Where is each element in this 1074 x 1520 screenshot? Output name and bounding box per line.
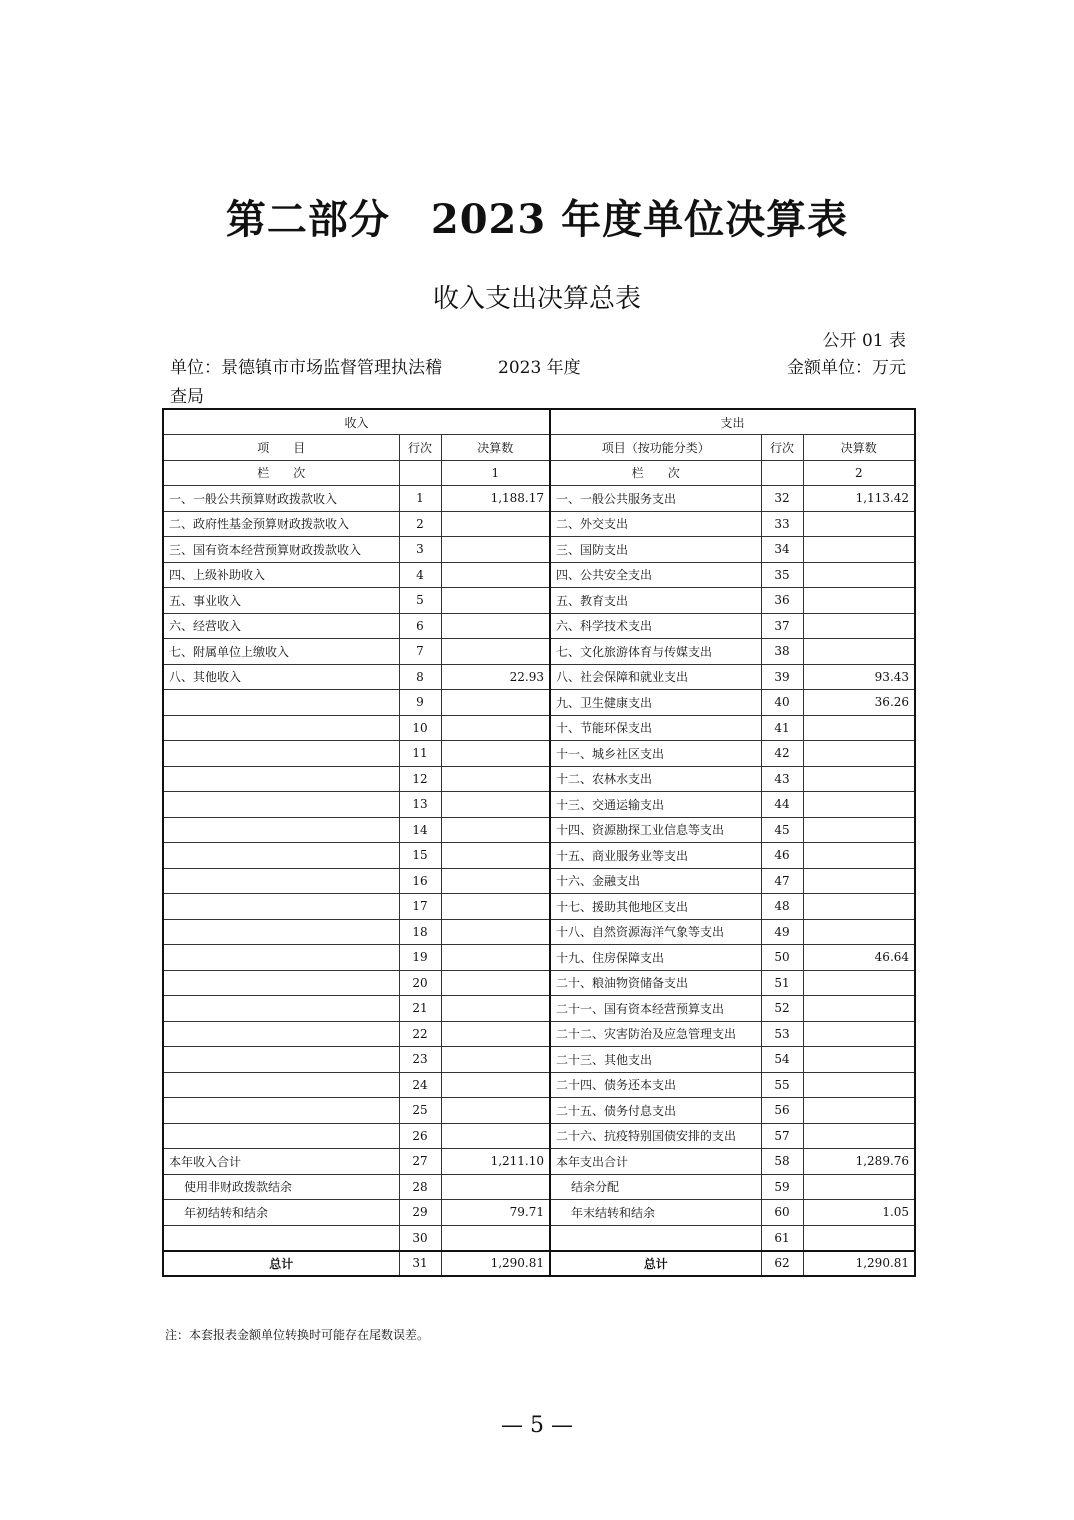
money-unit: 金额单位：万元 (787, 358, 906, 378)
income-amount (441, 741, 550, 767)
expense-total-line: 62 (761, 1251, 803, 1277)
table-row (163, 1047, 915, 1073)
col-item-func-header: 项目（按功能分类） (550, 435, 761, 461)
expense-amount (803, 1047, 915, 1073)
income-line: 3 (399, 537, 441, 563)
table-row (163, 996, 915, 1022)
table-row (163, 970, 915, 996)
expense-amount (803, 741, 915, 767)
expense-item: 八、社会保障和就业支出 (550, 664, 761, 690)
expense-total-label: 总计 (550, 1251, 761, 1277)
header-row-columns (163, 435, 915, 461)
expense-line: 50 (761, 945, 803, 971)
income-item (163, 868, 399, 894)
income-amount (441, 1072, 550, 1098)
income-amount (441, 894, 550, 920)
table-row (163, 868, 915, 894)
income-item: 三、国有资本经营预算财政拨款收入 (163, 537, 399, 563)
header-row-sections (163, 409, 915, 435)
income-line: 1 (399, 486, 441, 512)
lanci-col2: 2 (803, 460, 915, 486)
income-item (163, 1047, 399, 1073)
income-amount (441, 919, 550, 945)
expense-item: 一、一般公共服务支出 (550, 486, 761, 512)
income-item (163, 970, 399, 996)
expense-item: 年末结转和结余 (550, 1200, 761, 1226)
expense-amount (803, 1174, 915, 1200)
income-amount (441, 970, 550, 996)
table-row (163, 1174, 915, 1200)
income-line: 30 (399, 1225, 441, 1251)
expense-amount (803, 817, 915, 843)
income-line: 20 (399, 970, 441, 996)
income-line: 10 (399, 715, 441, 741)
expense-item: 三、国防支出 (550, 537, 761, 563)
income-amount (441, 639, 550, 665)
expense-line: 49 (761, 919, 803, 945)
expense-line: 44 (761, 792, 803, 818)
income-line: 4 (399, 562, 441, 588)
income-amount: 79.71 (441, 1200, 550, 1226)
table-row (163, 1123, 915, 1149)
income-item (163, 1021, 399, 1047)
table-row (163, 894, 915, 920)
expense-amount (803, 996, 915, 1022)
expense-line: 46 (761, 843, 803, 869)
income-item (163, 843, 399, 869)
col-line-header: 行次 (399, 435, 441, 461)
expense-line: 59 (761, 1174, 803, 1200)
col-amount-header-2: 决算数 (803, 435, 915, 461)
income-line: 22 (399, 1021, 441, 1047)
income-item (163, 792, 399, 818)
table-row (163, 741, 915, 767)
income-amount (441, 945, 550, 971)
income-item: 五、事业收入 (163, 588, 399, 614)
expense-item: 十七、援助其他地区支出 (550, 894, 761, 920)
income-amount (441, 996, 550, 1022)
income-total-label: 总计 (163, 1251, 399, 1277)
table-title: 收入支出决算总表 (432, 284, 641, 314)
table-row (163, 1225, 915, 1251)
expense-amount (803, 919, 915, 945)
table-row (163, 1021, 915, 1047)
income-item (163, 766, 399, 792)
income-item (163, 894, 399, 920)
expense-item: 四、公共安全支出 (550, 562, 761, 588)
expense-line: 57 (761, 1123, 803, 1149)
fiscal-year: 2023 年度 (498, 358, 581, 378)
expense-item: 十四、资源勘探工业信息等支出 (550, 817, 761, 843)
expense-item: 九、卫生健康支出 (550, 690, 761, 716)
expense-amount (803, 715, 915, 741)
expense-total-amount: 1,290.81 (803, 1251, 915, 1277)
income-line: 18 (399, 919, 441, 945)
income-amount (441, 1174, 550, 1200)
income-line: 7 (399, 639, 441, 665)
income-amount (441, 766, 550, 792)
expense-amount (803, 1072, 915, 1098)
income-line: 8 (399, 664, 441, 690)
expense-line: 58 (761, 1149, 803, 1175)
expense-line: 35 (761, 562, 803, 588)
income-amount (441, 588, 550, 614)
income-amount: 1,188.17 (441, 486, 550, 512)
unit-label: 单位：景德镇市市场监督管理执法稽查局 (170, 358, 442, 407)
page-number: — 5 — (501, 1413, 573, 1438)
expense-item: 本年支出合计 (550, 1149, 761, 1175)
expense-amount: 36.26 (803, 690, 915, 716)
income-line: 14 (399, 817, 441, 843)
expense-amount (803, 894, 915, 920)
header-row-lanci (163, 460, 915, 486)
expense-amount (803, 766, 915, 792)
expense-amount (803, 613, 915, 639)
col-line-header-2: 行次 (761, 435, 803, 461)
income-line: 2 (399, 511, 441, 537)
expense-item: 二十五、债务付息支出 (550, 1098, 761, 1124)
income-amount (441, 1225, 550, 1251)
expense-item: 七、文化旅游体育与传媒支出 (550, 639, 761, 665)
expense-line: 60 (761, 1200, 803, 1226)
income-amount: 1,211.10 (441, 1149, 550, 1175)
expense-amount (803, 792, 915, 818)
expense-amount (803, 511, 915, 537)
income-amount (441, 868, 550, 894)
expense-amount (803, 970, 915, 996)
table-row (163, 1200, 915, 1226)
expense-amount (803, 868, 915, 894)
income-item: 年初结转和结余 (163, 1200, 399, 1226)
table-row (163, 588, 915, 614)
income-line: 24 (399, 1072, 441, 1098)
expense-line: 45 (761, 817, 803, 843)
expense-line: 39 (761, 664, 803, 690)
income-item (163, 817, 399, 843)
income-line: 9 (399, 690, 441, 716)
expense-item: 十九、住房保障支出 (550, 945, 761, 971)
expense-item: 结余分配 (550, 1174, 761, 1200)
income-line: 29 (399, 1200, 441, 1226)
income-item (163, 1098, 399, 1124)
income-line: 11 (399, 741, 441, 767)
expense-amount: 46.64 (803, 945, 915, 971)
expense-item: 五、教育支出 (550, 588, 761, 614)
expense-line: 54 (761, 1047, 803, 1073)
expense-line: 38 (761, 639, 803, 665)
table-row (163, 945, 915, 971)
lanci-line-empty-2 (761, 460, 803, 486)
income-line: 13 (399, 792, 441, 818)
expense-amount (803, 588, 915, 614)
table-row (163, 690, 915, 716)
expense-line: 56 (761, 1098, 803, 1124)
income-item (163, 1225, 399, 1251)
income-item (163, 715, 399, 741)
expense-line: 42 (761, 741, 803, 767)
table-row (163, 766, 915, 792)
income-amount (441, 792, 550, 818)
income-line: 5 (399, 588, 441, 614)
expense-amount: 93.43 (803, 664, 915, 690)
table-row (163, 562, 915, 588)
income-item (163, 945, 399, 971)
table-row (163, 639, 915, 665)
income-line: 12 (399, 766, 441, 792)
income-amount (441, 1021, 550, 1047)
expense-amount: 1,289.76 (803, 1149, 915, 1175)
lanci-label: 栏 次 (163, 460, 399, 486)
income-amount (441, 1123, 550, 1149)
expense-line: 53 (761, 1021, 803, 1047)
income-item: 使用非财政拨款结余 (163, 1174, 399, 1200)
expense-item: 二、外交支出 (550, 511, 761, 537)
income-item: 七、附属单位上缴收入 (163, 639, 399, 665)
expense-amount (803, 1225, 915, 1251)
expense-amount: 1,113.42 (803, 486, 915, 512)
expense-amount (803, 1021, 915, 1047)
lanci-label-2: 栏 次 (550, 460, 761, 486)
expense-item: 十六、金融支出 (550, 868, 761, 894)
expense-item: 十五、商业服务业等支出 (550, 843, 761, 869)
expense-item: 二十一、国有资本经营预算支出 (550, 996, 761, 1022)
income-amount (441, 690, 550, 716)
income-amount (441, 1098, 550, 1124)
table-row (163, 613, 915, 639)
expense-line: 40 (761, 690, 803, 716)
expense-amount (803, 537, 915, 563)
expense-item: 二十六、抗疫特别国债安排的支出 (550, 1123, 761, 1149)
expense-line: 47 (761, 868, 803, 894)
expense-header: 支出 (550, 409, 915, 435)
income-amount (441, 843, 550, 869)
table-row (163, 843, 915, 869)
table-row (163, 919, 915, 945)
income-item (163, 690, 399, 716)
income-line: 17 (399, 894, 441, 920)
income-line: 27 (399, 1149, 441, 1175)
expense-item: 二十、粮油物资储备支出 (550, 970, 761, 996)
income-line: 6 (399, 613, 441, 639)
expense-item: 十三、交通运输支出 (550, 792, 761, 818)
income-line: 16 (399, 868, 441, 894)
income-line: 26 (399, 1123, 441, 1149)
expense-item: 十二、农林水支出 (550, 766, 761, 792)
table-row (163, 817, 915, 843)
expense-amount (803, 1123, 915, 1149)
table-row (163, 664, 915, 690)
col-item-header: 项 目 (163, 435, 399, 461)
expense-amount (803, 639, 915, 665)
expense-line: 55 (761, 1072, 803, 1098)
expense-item (550, 1225, 761, 1251)
expense-line: 61 (761, 1225, 803, 1251)
expense-item: 二十四、债务还本支出 (550, 1072, 761, 1098)
expense-line: 36 (761, 588, 803, 614)
income-line: 15 (399, 843, 441, 869)
income-amount (441, 511, 550, 537)
income-item: 二、政府性基金预算财政拨款收入 (163, 511, 399, 537)
table-row (163, 792, 915, 818)
table-row (163, 511, 915, 537)
income-line: 21 (399, 996, 441, 1022)
expense-item: 十一、城乡社区支出 (550, 741, 761, 767)
table-row (163, 1149, 915, 1175)
income-item (163, 996, 399, 1022)
expense-amount (803, 1098, 915, 1124)
income-item: 一、一般公共预算财政拨款收入 (163, 486, 399, 512)
form-number: 公开 01 表 (822, 331, 906, 351)
income-line: 28 (399, 1174, 441, 1200)
expense-amount: 1.05 (803, 1200, 915, 1226)
col-amount-header: 决算数 (441, 435, 550, 461)
table-row (163, 486, 915, 512)
expense-line: 43 (761, 766, 803, 792)
income-amount (441, 715, 550, 741)
total-row (163, 1251, 915, 1277)
income-line: 23 (399, 1047, 441, 1073)
income-line: 25 (399, 1098, 441, 1124)
expense-line: 48 (761, 894, 803, 920)
expense-item: 十八、自然资源海洋气象等支出 (550, 919, 761, 945)
income-item (163, 919, 399, 945)
expense-line: 33 (761, 511, 803, 537)
income-total-line: 31 (399, 1251, 441, 1277)
expense-line: 41 (761, 715, 803, 741)
income-item: 本年收入合计 (163, 1149, 399, 1175)
lanci-line-empty (399, 460, 441, 486)
expense-line: 51 (761, 970, 803, 996)
income-total-amount: 1,290.81 (441, 1251, 550, 1277)
expense-line: 32 (761, 486, 803, 512)
income-line: 19 (399, 945, 441, 971)
income-item: 八、其他收入 (163, 664, 399, 690)
table-row (163, 1072, 915, 1098)
income-item: 六、经营收入 (163, 613, 399, 639)
expense-line: 37 (761, 613, 803, 639)
page-title: 第二部分 2023 年度单位决算表 (225, 196, 849, 243)
table-row (163, 1098, 915, 1124)
expense-line: 52 (761, 996, 803, 1022)
income-amount (441, 537, 550, 563)
income-item (163, 1072, 399, 1098)
income-amount (441, 1047, 550, 1073)
table-row (163, 715, 915, 741)
expense-item: 十、节能环保支出 (550, 715, 761, 741)
income-amount (441, 817, 550, 843)
expense-item: 二十二、灾害防治及应急管理支出 (550, 1021, 761, 1047)
income-amount (441, 562, 550, 588)
expense-amount (803, 562, 915, 588)
income-header: 收入 (163, 409, 550, 435)
expense-item: 六、科学技术支出 (550, 613, 761, 639)
budget-summary-table (162, 408, 916, 1277)
lanci-col1: 1 (441, 460, 550, 486)
income-item: 四、上级补助收入 (163, 562, 399, 588)
footnote: 注：本套报表金额单位转换时可能存在尾数误差。 (165, 1328, 430, 1342)
table-row (163, 537, 915, 563)
income-item (163, 741, 399, 767)
expense-line: 34 (761, 537, 803, 563)
income-amount: 22.93 (441, 664, 550, 690)
income-amount (441, 613, 550, 639)
expense-item: 二十三、其他支出 (550, 1047, 761, 1073)
income-item (163, 1123, 399, 1149)
expense-amount (803, 843, 915, 869)
